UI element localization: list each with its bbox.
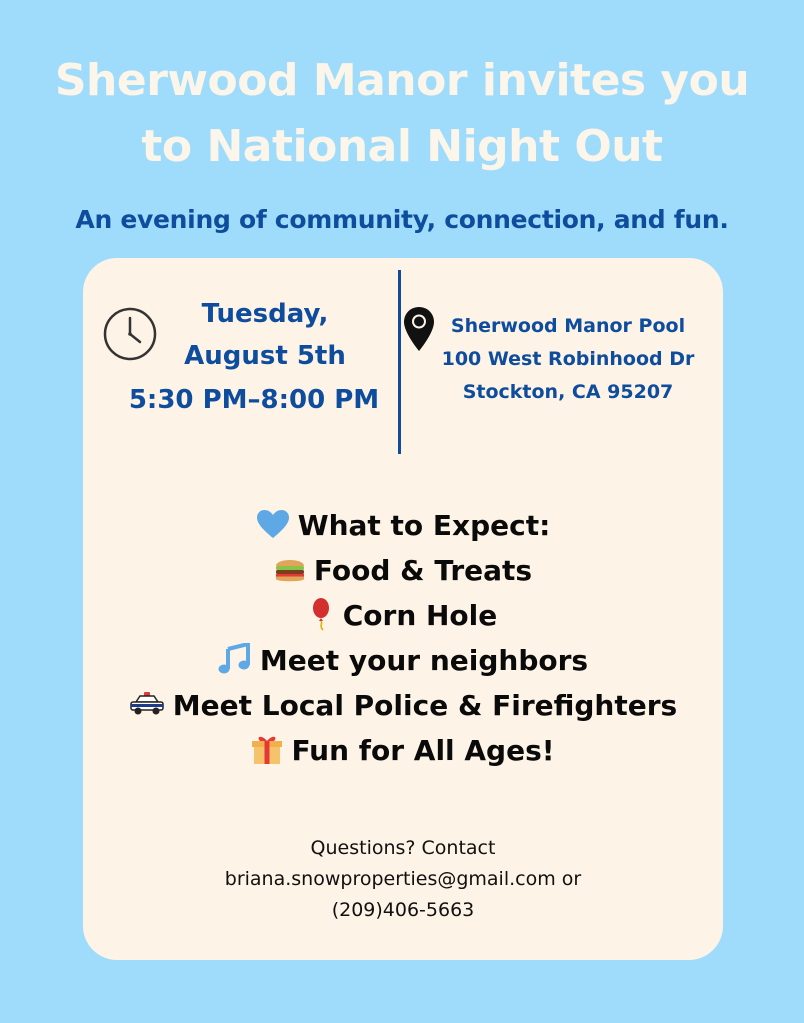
expect-item-label: Fun for All Ages!: [291, 734, 555, 767]
address-line-1: 100 West Robinhood Dr: [441, 348, 695, 370]
expect-heading: [83, 503, 723, 548]
expect-item: [83, 683, 723, 728]
flyer-title: [0, 48, 804, 180]
gift-icon: [251, 733, 283, 765]
flyer-subtitle: An evening of community, connection, and fun.: [75, 205, 729, 234]
contact-line-1: Questions? Contact: [310, 837, 496, 859]
balloon-icon: [309, 597, 335, 631]
location-name: Sherwood Manor Pool: [450, 315, 686, 337]
expect-heading-label: What to Expect:: [297, 509, 551, 542]
expect-item: [83, 593, 723, 638]
blue-heart-icon: [256, 509, 290, 539]
police-car-icon: [129, 691, 165, 717]
music-notes-icon: [218, 643, 252, 675]
event-date: August 5th: [184, 341, 346, 371]
expect-item: [83, 728, 723, 773]
hamburger-icon: [274, 554, 306, 584]
flyer-title-line-1: Sherwood Manor invites you: [54, 55, 750, 106]
expect-item-label: Meet Local Police & Firefighters: [172, 689, 678, 722]
expect-item: [83, 548, 723, 593]
expect-item-label: Meet your neighbors: [259, 644, 589, 677]
expect-item-label: Food & Treats: [313, 554, 533, 587]
contact-email-line: briana.snowproperties@gmail.com or: [224, 868, 582, 890]
expect-item: [83, 638, 723, 683]
flyer-title-line-2: to National Night Out: [141, 121, 663, 172]
contact-phone: (209)406-5663: [331, 899, 475, 921]
event-date-time: [108, 294, 392, 422]
contact-info: [83, 833, 723, 926]
event-location: [418, 310, 718, 409]
what-to-expect-list: [83, 503, 723, 773]
vertical-divider: [398, 270, 401, 454]
expect-item-label: Corn Hole: [342, 599, 498, 632]
event-time: 5:30 PM–8:00 PM: [128, 385, 380, 415]
address-line-2: Stockton, CA 95207: [462, 381, 674, 403]
event-day: Tuesday,: [201, 299, 329, 329]
